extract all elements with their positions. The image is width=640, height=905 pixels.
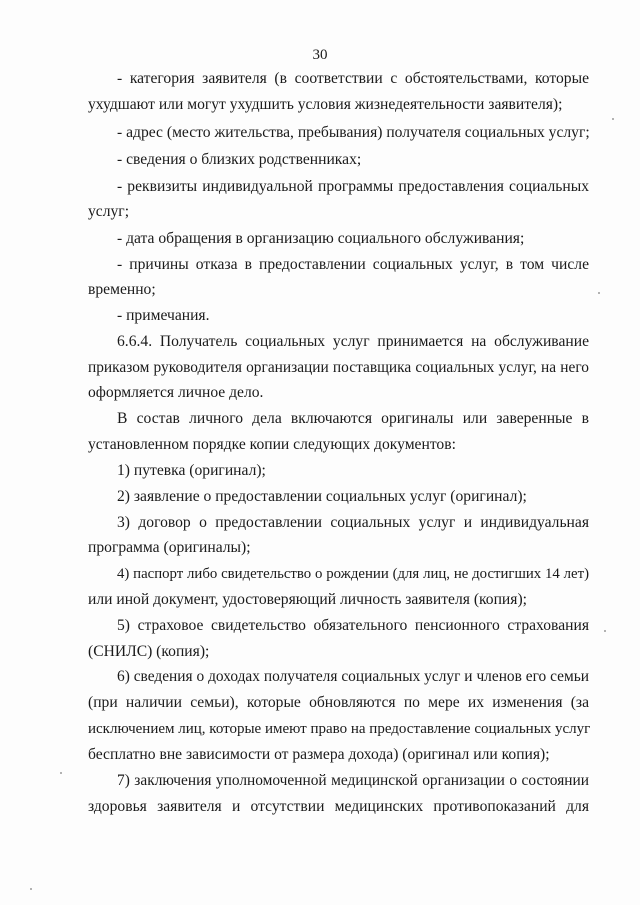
text-line: временно; [88,281,156,298]
text-line: 7) заключения уполномоченной медицинской организации о состоянии [117,772,589,789]
scan-speck [30,888,32,890]
scan-speck [604,630,606,632]
text-line: 6) сведения о доходах получателя социальных услуг и членов его семьи [117,668,589,685]
text-line: (СНИЛС) (копия); [88,643,210,660]
text-line: - примечания. [117,307,210,324]
text-line: услуг; [88,203,130,220]
text-line: 4) паспорт либо свидетельство о рождении (для лиц, не достигших 14 лет) [117,566,589,582]
page-number: 30 [312,47,328,63]
text-line: или иной документ, удостоверяющий личность заявителя (копия); [88,591,527,608]
text-line: бесплатно вне зависимости от размера дохода) (оригинал или копия); [88,746,550,763]
text-line: оформляется личное дело. [88,384,264,401]
text-line: 3) договор о предоставлении социальных услуг и индивидуальная [117,514,589,531]
text-line: 2) заявление о предоставлении социальных услуг (оригинал); [117,488,527,505]
text-line: 5) страховое свидетельство обязательного пенсионного страхования [117,617,589,634]
text-line: здоровья заявителя и отсутствии медицинских противопоказаний для [88,798,589,815]
text-line: установленном порядке копии следующих документов: [88,436,456,453]
text-line: 1) путевка (оригинал); [117,462,266,479]
scan-speck [598,292,600,294]
text-line: - сведения о близких родственниках; [117,151,362,168]
text-line: - причины отказа в предоставлении социальных услуг, в том числе [117,256,589,273]
scan-speck [612,118,614,120]
text-line: - адрес (место жительства, пребывания) получателя социальных услуг; [117,124,590,141]
text-line: В состав личного дела включаются оригиналы или заверенные в [117,410,589,427]
text-line: - дата обращения в организацию социального обслуживания; [117,230,525,247]
text-line: приказом руководителя организации поставщика социальных услуг, на него [88,359,589,376]
text-line: исключением лиц, которые имеют право на предоставление социальных услуг [88,721,591,737]
scan-speck [60,772,62,774]
text-line: - категория заявителя (в соответствии с обстоятельствами, которые [117,70,589,87]
text-line: - реквизиты индивидуальной программы предоставления социальных [117,178,589,195]
text-line: ухудшают или могут ухудшить условия жизнедеятельности заявителя); [88,96,563,113]
text-line: 6.6.4. Получатель социальных услуг принимается на обслуживание [117,333,589,350]
text-line: программа (оригиналы); [88,539,251,556]
text-line: (при наличии семьи), которые обновляются по мере их изменения (за [88,694,589,711]
